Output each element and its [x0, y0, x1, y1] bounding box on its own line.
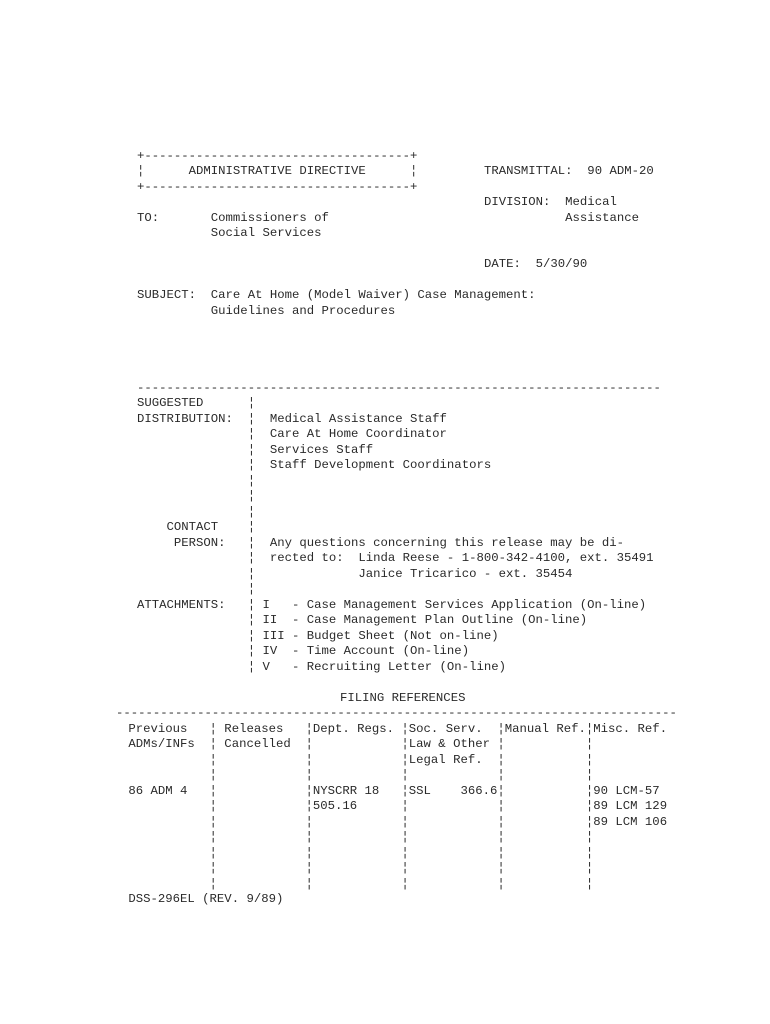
- attachment-line: ¦ V - Recruiting Letter (On-line): [137, 660, 506, 674]
- filing-table-row: ¦ ¦ ¦ ¦ ¦: [121, 861, 594, 875]
- distribution-line: SUGGESTED ¦: [137, 396, 256, 410]
- filing-table-row: Previous ¦ Releases ¦Dept. Regs. ¦Soc. Serv. ¦Manual Ref.¦Misc. Ref.: [121, 722, 668, 736]
- filing-table-row: ¦ ¦505.16 ¦ ¦ ¦89 LCM 129: [121, 799, 668, 813]
- distribution-line: ¦ Services Staff: [137, 443, 374, 457]
- filing-table-row: ¦ ¦ ¦ ¦ ¦: [121, 768, 594, 782]
- document-title: ¦ ADMINISTRATIVE DIRECTIVE ¦: [137, 164, 418, 178]
- distribution-line: ¦ Care At Home Coordinator: [137, 427, 447, 441]
- filing-table-row: ADMs/INFs ¦ Cancelled ¦ ¦Law & Other ¦ ¦: [121, 737, 594, 751]
- subject-line2: Guidelines and Procedures: [137, 304, 396, 318]
- attachment-line: ¦ IV - Time Account (On-line): [137, 644, 470, 658]
- section-divider: -----------------------------------------------------------------------: [137, 381, 661, 395]
- filing-table-row: ¦ ¦ ¦ ¦ ¦: [121, 846, 594, 860]
- distribution-line: ¦: [137, 474, 256, 488]
- distribution-line: ¦: [137, 582, 256, 596]
- filing-table-row: 86 ADM 4 ¦ ¦NYSCRR 18 ¦SSL 366.6¦ ¦90 LCM-57: [121, 784, 660, 798]
- subject-line1: SUBJECT: Care At Home (Model Waiver) Case Management:: [137, 288, 536, 302]
- form-id: DSS-296EL (REV. 9/89): [121, 892, 284, 906]
- header-box-top: +------------------------------------+: [137, 149, 418, 163]
- contact-person-line: PERSON: ¦ Any questions concerning this release may be di-: [137, 536, 625, 550]
- distribution-line: ¦: [137, 505, 256, 519]
- attachment-line: ¦ III - Budget Sheet (Not on-line): [137, 629, 499, 643]
- contact-person-line: ¦ Janice Tricarico - ext. 35454: [137, 567, 573, 581]
- attachment-line: ¦ II - Case Management Plan Outline (On-line): [137, 613, 588, 627]
- distribution-line: DISTRIBUTION: ¦ Medical Assistance Staff: [137, 412, 447, 426]
- distribution-line: ¦ Staff Development Coordinators: [137, 458, 492, 472]
- distribution-line: ¦: [137, 489, 256, 503]
- filing-table-row: ¦ ¦ ¦ ¦ ¦89 LCM 106: [121, 815, 668, 829]
- directive-date: DATE: 5/30/90: [484, 257, 588, 271]
- transmittal-number: TRANSMITTAL: 90 ADM-20: [484, 164, 654, 178]
- contact-person-line: ¦ rected to: Linda Reese - 1-800-342-4100, ext. 35491: [137, 551, 654, 565]
- filing-divider: ----------------------------------------------------------------------------: [116, 706, 677, 720]
- filing-table-row: ¦ ¦ ¦Legal Ref. ¦ ¦: [121, 753, 594, 767]
- attachment-line: ATTACHMENTS: ¦ I - Case Management Services Application (On-line): [137, 598, 647, 612]
- division-line1: DIVISION: Medical: [484, 195, 617, 209]
- to-line1: TO: Commissioners of: [137, 211, 329, 225]
- header-box-bottom: +------------------------------------+: [137, 180, 418, 194]
- filing-table-row: ¦ ¦ ¦ ¦ ¦: [121, 830, 594, 844]
- filing-references-title: FILING REFERENCES: [340, 691, 466, 705]
- division-line2: Assistance: [484, 211, 639, 225]
- filing-table-row: ¦ ¦ ¦ ¦ ¦: [121, 877, 594, 891]
- contact-person-label: CONTACT ¦: [137, 520, 256, 534]
- to-line2: Social Services: [137, 226, 322, 240]
